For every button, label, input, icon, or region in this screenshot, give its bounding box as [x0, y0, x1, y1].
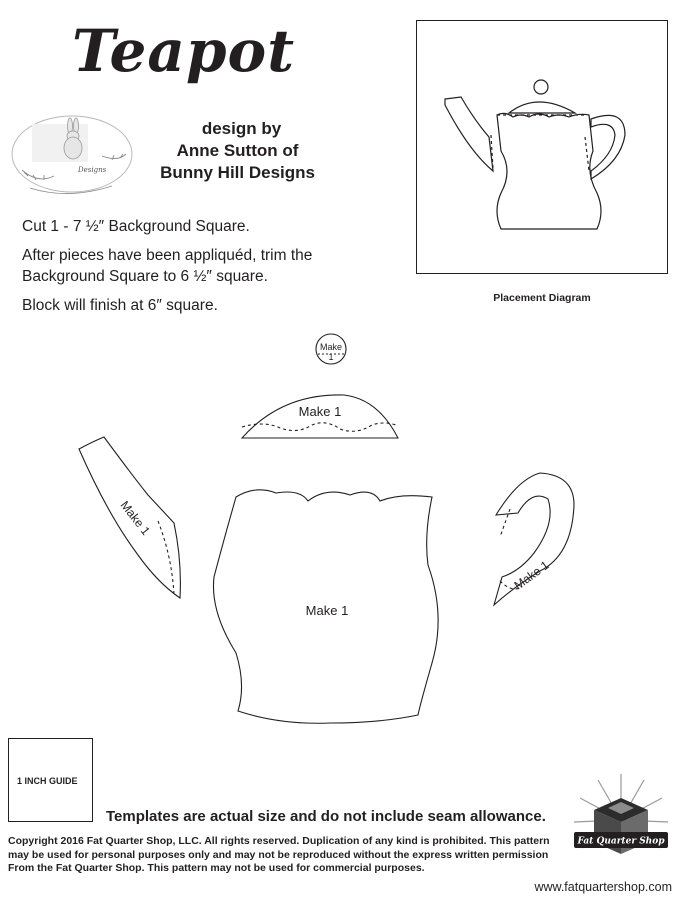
body-label: Make 1 — [305, 603, 349, 618]
logo-text: Designs — [78, 166, 107, 174]
spout-label: Make 1 — [117, 498, 153, 538]
placement-diagram — [416, 20, 668, 274]
cutting-instructions — [22, 216, 382, 324]
website-link[interactable]: www.fatquartershop.com — [534, 880, 672, 894]
knob-label-bottom: 1 — [328, 352, 334, 362]
instruction-trim: After pieces have been appliquéd, trim the Background Square to 6 ½″ square. — [22, 247, 313, 285]
one-inch-guide — [8, 738, 93, 822]
knob-label-top: Make — [319, 342, 343, 352]
designer-credit — [150, 118, 315, 184]
bunny-hill-logo — [8, 110, 136, 200]
template-pieces — [0, 325, 677, 725]
designer-line-1: design by — [201, 119, 282, 138]
designer-line-3: Bunny Hill Designs — [160, 163, 315, 182]
page-title: Teapot — [72, 17, 296, 85]
seam-allowance-note: Templates are actual size and do not include seam allowance. — [106, 808, 546, 825]
handle-piece — [494, 473, 574, 605]
instruction-cut: Cut 1 - 7 ½″ Background Square. — [22, 218, 250, 235]
copyright-notice: Copyright 2016 Fat Quarter Shop, LLC. All rights reserved. Duplication of any kind is prohibited. This pattern may be used for personal purposes only and may not be reproduced without the express written permission From the Fat Quarter Shop. This pattern may not be used for commercial purposes. — [8, 835, 550, 874]
designer-line-2: Anne Sutton of — [176, 141, 299, 160]
placement-diagram-caption: Placement Diagram — [493, 292, 591, 304]
fqs-logo-text: Fat Quarter Shop — [577, 836, 665, 847]
lid-label: Make 1 — [298, 404, 342, 419]
one-inch-guide-label: 1 INCH GUIDE — [17, 776, 78, 786]
fat-quarter-shop-logo — [572, 770, 670, 878]
handle-label: Make 1 — [511, 557, 552, 593]
instruction-finish: Block will finish at 6″ square. — [22, 297, 218, 314]
teapot-diagram-icon — [417, 21, 667, 273]
